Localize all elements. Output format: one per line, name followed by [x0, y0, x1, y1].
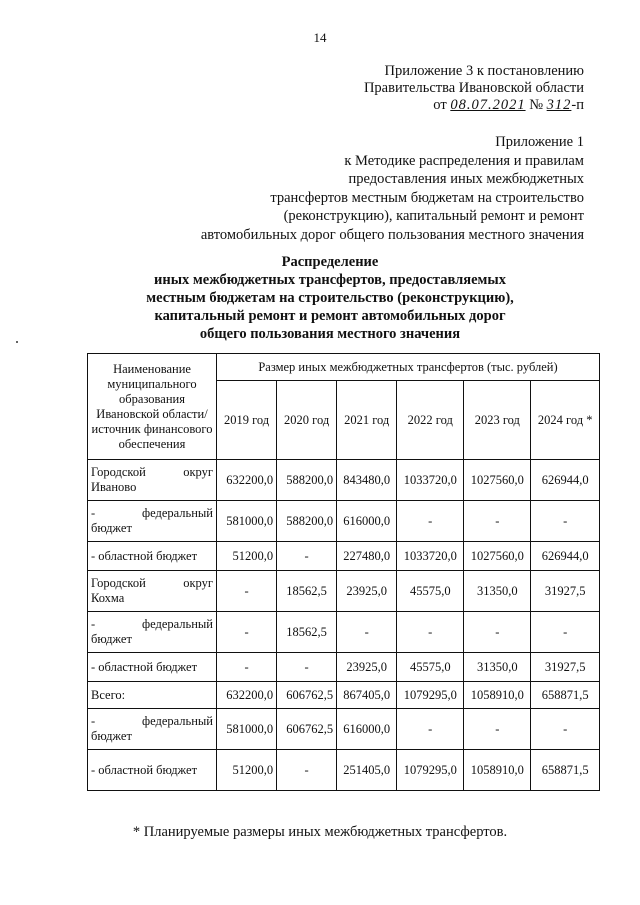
row-name: - федеральный бюджет [88, 709, 217, 750]
row-name: - областной бюджет [88, 542, 217, 571]
document-title [140, 253, 520, 343]
cell-2023: 31350,0 [464, 653, 531, 682]
row-name: Городской округ Иваново [88, 460, 217, 501]
footnote: * Планируемые размеры иных межбюджетных трансфертов. [132, 824, 508, 840]
row-name: - областной бюджет [88, 750, 217, 791]
cell-2023: 1027560,0 [464, 460, 531, 501]
year-header-2024: 2024 год * [531, 381, 600, 460]
cell-2019: 51200,0 [217, 542, 277, 571]
cell-2022: - [397, 709, 464, 750]
cell-2023: - [464, 612, 531, 653]
table-row-ivanovo-regional [88, 542, 600, 571]
cell-2021: 616000,0 [337, 501, 397, 542]
row-name: - федеральный бюджет [88, 501, 217, 542]
cell-2020: - [277, 750, 337, 791]
appendix-3-header [364, 63, 584, 114]
title-line4: капитальный ремонт и ремонт автомобильных дорог [154, 308, 506, 324]
cell-2020: 588200,0 [277, 460, 337, 501]
cell-2024: 31927,5 [531, 571, 600, 612]
cell-2021: 616000,0 [337, 709, 397, 750]
appendix-3-line2: Правительства Ивановской области [363, 80, 584, 96]
cell-2020: - [277, 653, 337, 682]
cell-2024: - [531, 709, 600, 750]
number-sign: № [529, 97, 544, 113]
appendix-1-header [201, 133, 584, 244]
appendix-1-line5: (реконструкцию), капитальный ремонт и ремонт [283, 208, 584, 224]
table-row-ivanovo [88, 460, 600, 501]
row-name: - областной бюджет [88, 653, 217, 682]
cell-2019: 632200,0 [217, 460, 277, 501]
cell-2021: 867405,0 [337, 682, 397, 709]
cell-2021: - [337, 612, 397, 653]
row-name: - федеральный бюджет [88, 612, 217, 653]
year-header-2019: 2019 год [217, 381, 277, 460]
appendix-1-line1: Приложение 1 [495, 134, 584, 150]
handwritten-date: 08.07.2021 [450, 97, 526, 113]
cell-2023: 1058910,0 [464, 682, 531, 709]
cell-2019: 632200,0 [217, 682, 277, 709]
from-label: от [433, 97, 447, 113]
scan-dot [16, 341, 18, 343]
cell-2019: - [217, 612, 277, 653]
title-line3: местным бюджетам на строительство (реконструкцию), [146, 290, 514, 306]
cell-2019: 51200,0 [217, 750, 277, 791]
cell-2023: 1058910,0 [464, 750, 531, 791]
cell-2022: - [397, 612, 464, 653]
title-line2: иных межбюджетных трансфертов, предоставляемых [153, 272, 506, 288]
name-column-header: Наименование муниципального образования Ивановской области/источник финансового обеспечения [88, 354, 217, 460]
appendix-3-date-line [364, 97, 584, 114]
appendix-1-line6: автомобильных дорог общего пользования местного значения [200, 226, 584, 243]
cell-2024: 626944,0 [531, 542, 600, 571]
cell-2024: 658871,5 [531, 682, 600, 709]
appendix-1-line3: предоставления иных межбюджетных [348, 171, 584, 187]
cell-2019: - [217, 653, 277, 682]
cell-2022: 1033720,0 [397, 460, 464, 501]
cell-2019: 581000,0 [217, 709, 277, 750]
appendix-1-line2: к Методике распределения и правилам [344, 152, 584, 169]
year-header-2023: 2023 год [464, 381, 531, 460]
cell-2021: 227480,0 [337, 542, 397, 571]
row-name: Всего: [88, 682, 217, 709]
cell-2022: 1033720,0 [397, 542, 464, 571]
cell-2020: 606762,5 [277, 682, 337, 709]
appendix-1-line4: трансфертов местным бюджетам на строительство [270, 189, 584, 206]
cell-2022: 45575,0 [397, 653, 464, 682]
cell-2020: 18562,5 [277, 571, 337, 612]
cell-2024: 658871,5 [531, 750, 600, 791]
title-line5: общего пользования местного значения [199, 326, 461, 342]
cell-2021: 251405,0 [337, 750, 397, 791]
year-header-2022: 2022 год [397, 381, 464, 460]
cell-2023: 1027560,0 [464, 542, 531, 571]
cell-2019: 581000,0 [217, 501, 277, 542]
row-name: Городской округ Кохма [88, 571, 217, 612]
cell-2023: - [464, 501, 531, 542]
title-line1: Распределение [281, 254, 379, 270]
cell-2021: 23925,0 [337, 571, 397, 612]
table-row-ivanovo-federal [88, 501, 600, 542]
amount-group-header: Размер иных межбюджетных трансфертов (тыс. рублей) [217, 354, 600, 381]
transfers-table [87, 353, 600, 791]
cell-2024: - [531, 612, 600, 653]
cell-2020: 606762,5 [277, 709, 337, 750]
page-number: 14 [313, 30, 327, 45]
year-header-2020: 2020 год [277, 381, 337, 460]
table-row-total [88, 682, 600, 709]
cell-2022: 1079295,0 [397, 682, 464, 709]
table-row-total-regional [88, 750, 600, 791]
table-row-kokhma [88, 571, 600, 612]
handwritten-number: 312 [546, 97, 572, 113]
number-suffix: -п [571, 97, 584, 113]
table-row-kokhma-regional [88, 653, 600, 682]
cell-2020: 588200,0 [277, 501, 337, 542]
cell-2023: 31350,0 [464, 571, 531, 612]
cell-2023: - [464, 709, 531, 750]
cell-2022: - [397, 501, 464, 542]
cell-2019: - [217, 571, 277, 612]
cell-2022: 1079295,0 [397, 750, 464, 791]
year-header-2021: 2021 год [337, 381, 397, 460]
table-row-kokhma-federal [88, 612, 600, 653]
appendix-3-line1: Приложение 3 к постановлению [384, 63, 584, 79]
cell-2021: 23925,0 [337, 653, 397, 682]
cell-2020: 18562,5 [277, 612, 337, 653]
cell-2020: - [277, 542, 337, 571]
cell-2024: 626944,0 [531, 460, 600, 501]
table-row-total-federal [88, 709, 600, 750]
cell-2024: 31927,5 [531, 653, 600, 682]
cell-2024: - [531, 501, 600, 542]
cell-2021: 843480,0 [337, 460, 397, 501]
cell-2022: 45575,0 [397, 571, 464, 612]
